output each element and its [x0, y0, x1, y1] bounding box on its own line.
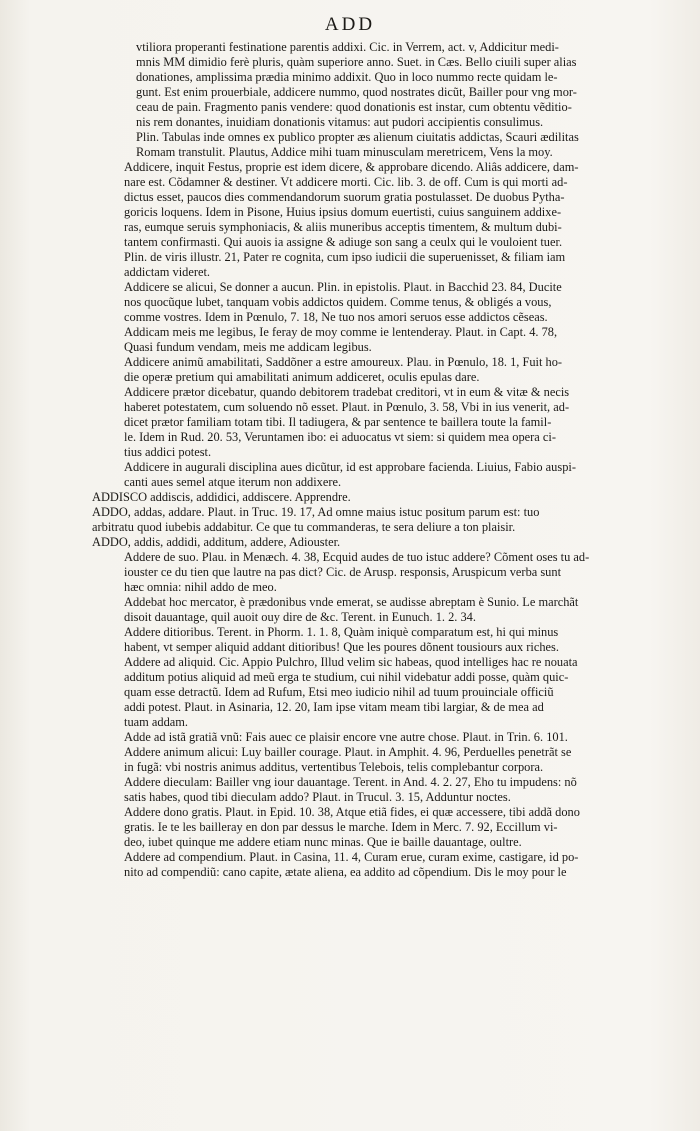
text-line: gratis. Ie te les bailleray en don par dessus le marche. Idem in Merc. 7. 92, Eccillum vi-: [124, 820, 558, 834]
entry-paragraph: [108, 775, 668, 805]
text-line: addi potest. Plaut. in Asinaria, 12. 20, Iam ipse vitam meam tibi largiar, & de mea ad: [124, 700, 544, 714]
text-line: quam esse detractũ. Idem ad Rufum, Etsi meo iudicio nihil ad tuum prouinciale officiũ: [124, 685, 554, 699]
text-line: Addicere prætor dicebatur, quando debitorem tradebat creditori, vt in eum & vitæ & necis: [124, 385, 570, 399]
headword-entry: [92, 535, 668, 550]
entry-paragraph: [108, 160, 668, 280]
entry-paragraph: [108, 385, 668, 460]
text-line: arbitratu quod iubebis addabitur. Ce que tu commanderas, te sera deliure a ton plaisir.: [92, 520, 516, 534]
entry-paragraph: [108, 280, 668, 355]
text-line: ADDISCO addiscis, addidici, addiscere. Apprendre.: [92, 490, 351, 504]
text-line: dicet prætor familiam totam tibi. Il tadiugera, & par sentence te baillera toute la famil-: [124, 415, 552, 429]
text-line: Addicere, inquit Festus, proprie est idem dicere, & approbare dicendo. Aliâs addicere, dam-: [124, 160, 579, 174]
text-line: vtiliora properanti festinatione parentis addixi. Cic. in Verrem, act. v, Addicitur medi-: [136, 40, 559, 54]
text-line: hæc omnia: nihil addo de meo.: [124, 580, 277, 594]
entry-paragraph: [108, 355, 668, 385]
text-line: in fugã: vbi nostris animus additus, vertentibus Telebois, telis complebantur corpora.: [124, 760, 544, 774]
text-line: Addicere animũ amabilitati, Saddõner a estre amoureux. Plau. in Pœnulo, 18. 1, Fuit ho-: [124, 355, 563, 369]
text-line: le. Idem in Rud. 20. 53, Veruntamen ibo: ei aduocatus vt siem: si quidem mea opera ci-: [124, 430, 556, 444]
text-line: donationes, amplissima prædia minimo addixit. Quo in loco nummo recte quidam le-: [136, 70, 558, 84]
text-line: addictam videret.: [124, 265, 211, 279]
entry-paragraph: [108, 850, 668, 880]
text-line: Addicere in augurali disciplina aues dicũtur, id est approbare facienda. Liuius, Fabio auspi-: [124, 460, 576, 474]
text-line: tuam addam.: [124, 715, 188, 729]
entry-paragraph: [108, 805, 668, 850]
text-line: comme vostres. Idem in Pœnulo, 7. 18, Ne tuo nos amori seruos esse addictos cẽseas.: [124, 310, 548, 324]
text-line: disoit dauantage, quil auoit ouy dire de &c. Terent. in Eunuch. 1. 2. 34.: [124, 610, 476, 624]
text-line: Addere dono gratis. Plaut. in Epid. 10. 38, Atque etiã fides, ei quæ accessere, tibi addã dono: [124, 805, 580, 819]
text-line: Addicam meis me legibus, Ie feray de moy comme ie lentenderay. Plaut. in Capt. 4. 78,: [124, 325, 558, 339]
entry-paragraph: [108, 655, 668, 730]
text-line: Quasi fundum vendam, meis me addicam legibus.: [124, 340, 372, 354]
entry-paragraph: [108, 730, 668, 745]
entry-paragraph: [108, 550, 668, 595]
entry-paragraph: [108, 745, 668, 775]
text-line: nos quocũque lubet, tanquam vobis addictos quidem. Comme tenus, & obligés a vous,: [124, 295, 552, 309]
text-line: iouster ce du tien que lautre na pas dict? Cic. de Arusp. responsis, Aruspicum verba sunt: [124, 565, 562, 579]
text-line: tantem confirmasti. Qui auois ia assigne & adiuge son sang a ceulx qui le vouloient tuer.: [124, 235, 563, 249]
text-line: die operæ pretium qui amabilitati animum addiceret, oculis epulas dare.: [124, 370, 480, 384]
text-line: Addicere se alicui, Se donner a aucun. Plin. in epistolis. Plaut. in Bacchid 23. 84, Ducite: [124, 280, 562, 294]
text-line: nare est. Cõdamner & destiner. Vt addicere morti. Cic. lib. 3. de off. Cum is qui morti ad-: [124, 175, 568, 189]
text-line: Addere ditioribus. Terent. in Phorm. 1. 1. 8, Quàm iniquè comparatum est, hi qui minus: [124, 625, 559, 639]
text-line: ADDO, addis, addidi, additum, addere, Adiouster.: [92, 535, 341, 549]
entry-paragraph: [108, 625, 668, 655]
entry-paragraph: [108, 595, 668, 625]
text-line: mnis MM dimidio ferè pluris, quàm superiore anno. Suet. in Cæs. Bello ciuili super alias: [136, 55, 577, 69]
text-line: tius addici potest.: [124, 445, 212, 459]
text-line: nito ad compendiũ: cano capite, ætate aliena, ea addito ad cõpendium. Dis le moy pour le: [124, 865, 567, 879]
headword-entry: [92, 490, 668, 505]
page-header: ADD: [324, 14, 376, 35]
text-line: Addere ad aliquid. Cic. Appio Pulchro, Illud velim sic habeas, quod intelliges hac re nouata: [124, 655, 578, 669]
text-line: Adde ad istã gratiã vnũ: Fais auec ce plaisir encore vne autre chose. Plaut. in Trin. 6. 101.: [124, 730, 568, 744]
text-line: dictus esset, paucos dies commendandorum suorum gratia postulasset. De duobus Pytha-: [124, 190, 565, 204]
text-line: ceau de pain. Fragmento panis vendere: quod donationis est instar, cum obtentu vẽditio-: [136, 100, 572, 114]
text-line: goricis loquens. Idem in Pisone, Huius ipsius domum euertisti, cuius sanguinem addixe-: [124, 205, 562, 219]
text-line: ADDO, addas, addare. Plaut. in Truc. 19. 17, Ad omne maius istuc positum parum est: tuo: [92, 505, 540, 519]
text-line: Addere animum alicui: Luy bailler courage. Plaut. in Amphit. 4. 96, Perduelles penetrãt se: [124, 745, 572, 759]
text-line: Plin. Tabulas inde omnes ex publico propter æs alienum ciuitatis addictas, Scauri ædilitas: [136, 130, 579, 144]
headword-entry: [92, 505, 668, 535]
text-line: additum potius aliquid ad meũ erga te studium, cui nihil videbatur addi posse, quàm quic-: [124, 670, 569, 684]
entry-text: [92, 40, 668, 880]
text-line: nis rem donantes, inuidiam donationis vitamus: aut pudori accipientis consulimus.: [136, 115, 544, 129]
text-line: habent, vt semper aliquid addant ditioribus! Que les poures dõnent tousiours aux riches.: [124, 640, 559, 654]
text-line: Addebat hoc mercator, è prædonibus vnde emerat, se audisse abreptam è Sunio. Le marchãt: [124, 595, 579, 609]
text-line: Romam transtulit. Plautus, Addice mihi tuam minusculam meretricem, Vens la moy.: [136, 145, 553, 159]
entry-paragraph: [108, 40, 668, 160]
text-line: Addere dieculam: Bailler vng iour dauantage. Terent. in And. 4. 2. 27, Eho tu impudens: nõ: [124, 775, 577, 789]
text-line: Addere de suo. Plau. in Menæch. 4. 38, Ecquid audes de tuo istuc addere? Cõment oses tu ad-: [124, 550, 590, 564]
text-line: Addere ad compendium. Plaut. in Casina, 11. 4, Curam erue, curam exime, castigare, id po-: [124, 850, 579, 864]
text-line: ras, eumque seruis symphoniacis, & aliis muneribus acceptis timentem, & multum dubi-: [124, 220, 562, 234]
entry-paragraph: [108, 460, 668, 490]
text-line: satis habes, quod tibi dieculam addo? Plaut. in Trucul. 3. 15, Adduntur noctes.: [124, 790, 511, 804]
text-line: deo, iubet quinque me addere etiam nunc minas. Que ie baille dauantage, oultre.: [124, 835, 522, 849]
text-line: canti aues semel atque iterum non addixere.: [124, 475, 342, 489]
text-line: haberet potestatem, cum soluendo nõ esset. Plaut. in Pœnulo, 3. 58, Vbi in ius venerit, ad-: [124, 400, 570, 414]
text-line: gunt. Est enim prouerbiale, addicere nummo, quod nostrates dicũt, Bailler pour vng mor-: [136, 85, 577, 99]
text-line: Plin. de viris illustr. 21, Pater re cognita, cum ipso iudicii die superuenisset, & filiam iam: [124, 250, 566, 264]
